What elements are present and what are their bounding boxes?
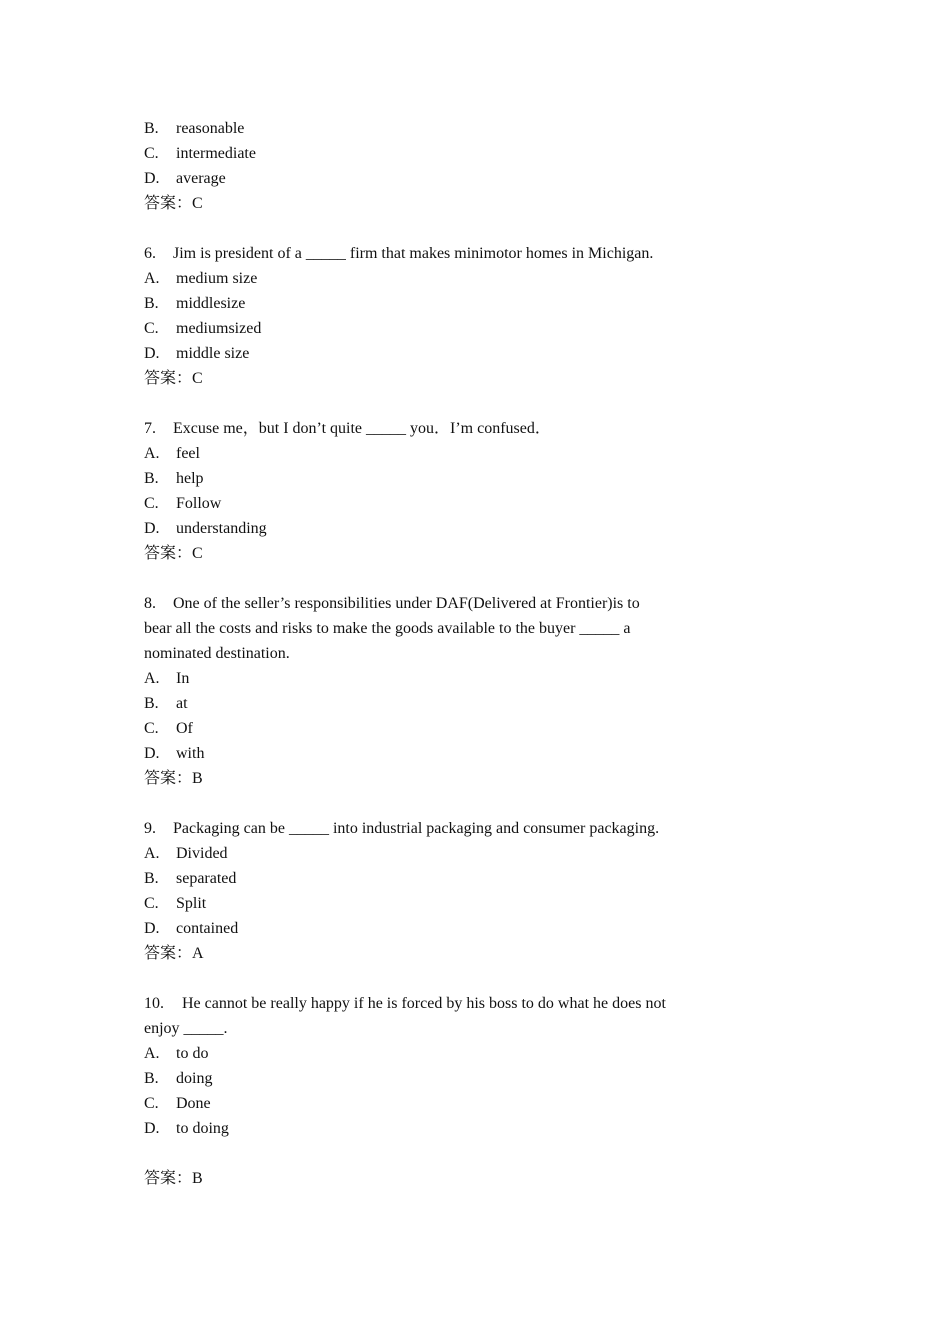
question-text: One of the seller’s responsibilities under DAF(Delivered at Frontier)is to <box>173 595 640 612</box>
question-stem <box>144 416 704 441</box>
option-item <box>144 1041 704 1066</box>
option-text: mediumsized <box>176 320 262 337</box>
answer-line <box>144 941 704 966</box>
option-text: Divided <box>176 845 228 862</box>
answer-line <box>144 766 704 791</box>
option-text: separated <box>176 870 237 887</box>
question-number: 7. <box>144 420 156 437</box>
option-item <box>144 666 704 691</box>
question-number: 9. <box>144 820 156 837</box>
option-text: Of <box>176 720 193 737</box>
answer-label: 答案： <box>144 370 193 387</box>
option-item <box>144 891 704 916</box>
option-text: Done <box>176 1095 211 1112</box>
option-text: reasonable <box>176 120 245 137</box>
option-text: help <box>176 470 204 487</box>
option-letter: D. <box>144 520 160 537</box>
option-item <box>144 916 704 941</box>
answer-value: C <box>192 195 203 212</box>
option-letter: D. <box>144 170 160 187</box>
option-item <box>144 516 704 541</box>
answer-line <box>144 366 704 391</box>
option-text: to doing <box>176 1120 229 1137</box>
answer-label: 答案： <box>144 195 193 212</box>
option-item <box>144 691 704 716</box>
option-item <box>144 716 704 741</box>
question-stem <box>144 241 704 266</box>
option-letter: B. <box>144 120 159 137</box>
option-text: In <box>176 670 190 687</box>
answer-label: 答案： <box>144 545 193 562</box>
option-item <box>144 741 704 766</box>
option-letter: C. <box>144 895 159 912</box>
question-text-continued: nominated destination. <box>144 645 290 662</box>
option-item <box>144 291 704 316</box>
question-stem <box>144 591 704 616</box>
answer-value: A <box>192 945 204 962</box>
option-text: intermediate <box>176 145 256 162</box>
option-letter: A. <box>144 1045 160 1062</box>
option-letter: D. <box>144 1120 160 1137</box>
option-letter: C. <box>144 145 159 162</box>
question-text-continued: bear all the costs and risks to make the goods available to the buyer _____ a <box>144 620 631 637</box>
option-text: at <box>176 695 188 712</box>
answer-line <box>144 541 704 566</box>
question-stem <box>144 991 704 1016</box>
option-letter: A. <box>144 845 160 862</box>
option-text: Split <box>176 895 207 912</box>
option-text: with <box>176 745 205 762</box>
option-letter: B. <box>144 870 159 887</box>
option-letter: C. <box>144 495 159 512</box>
option-item <box>144 1091 704 1116</box>
option-letter: A. <box>144 270 160 287</box>
question-text: Jim is president of a _____ firm that makes minimotor homes in Michigan. <box>173 245 654 262</box>
answer-value: B <box>192 1170 203 1187</box>
option-letter: A. <box>144 445 160 462</box>
question-number: 6. <box>144 245 156 262</box>
option-text: average <box>176 170 226 187</box>
option-item <box>144 441 704 466</box>
option-item <box>144 116 704 141</box>
option-text: Follow <box>176 495 222 512</box>
question-text-continued: enjoy _____. <box>144 1020 228 1037</box>
option-item <box>144 841 704 866</box>
question-number: 8. <box>144 595 156 612</box>
question-stem <box>144 816 704 841</box>
question-text: He cannot be really happy if he is forced by his boss to do what he does not <box>182 995 666 1012</box>
option-letter: B. <box>144 470 159 487</box>
option-item <box>144 866 704 891</box>
option-item <box>144 341 704 366</box>
option-letter: B. <box>144 295 159 312</box>
document-page <box>144 116 704 1191</box>
option-item <box>144 491 704 516</box>
option-letter: C. <box>144 320 159 337</box>
option-letter: A. <box>144 670 160 687</box>
option-letter: C. <box>144 1095 159 1112</box>
option-letter: B. <box>144 695 159 712</box>
option-text: doing <box>176 1070 213 1087</box>
option-item <box>144 466 704 491</box>
answer-line <box>144 1166 704 1191</box>
option-text: to do <box>176 1045 209 1062</box>
option-text: medium size <box>176 270 258 287</box>
answer-value: C <box>192 545 203 562</box>
option-text: contained <box>176 920 239 937</box>
option-letter: D. <box>144 920 160 937</box>
option-item <box>144 1116 704 1141</box>
option-item <box>144 266 704 291</box>
answer-value: B <box>192 770 203 787</box>
answer-label: 答案： <box>144 945 193 962</box>
option-letter: D. <box>144 345 160 362</box>
option-text: middle size <box>176 345 250 362</box>
option-letter: C. <box>144 720 159 737</box>
question-text: Packaging can be _____ into industrial packaging and consumer packaging. <box>173 820 660 837</box>
question-text: Excuse me，but I don’t quite _____ you．I’m confused． <box>173 420 551 437</box>
answer-value: C <box>192 370 203 387</box>
option-text: understanding <box>176 520 267 537</box>
option-letter: D. <box>144 745 160 762</box>
answer-label: 答案： <box>144 1170 193 1187</box>
option-item <box>144 141 704 166</box>
option-text: middlesize <box>176 295 246 312</box>
question-number: 10. <box>144 995 164 1012</box>
option-item <box>144 166 704 191</box>
option-item <box>144 1066 704 1091</box>
option-letter: B. <box>144 1070 159 1087</box>
option-text: feel <box>176 445 200 462</box>
answer-label: 答案： <box>144 770 193 787</box>
answer-line <box>144 191 704 216</box>
option-item <box>144 316 704 341</box>
